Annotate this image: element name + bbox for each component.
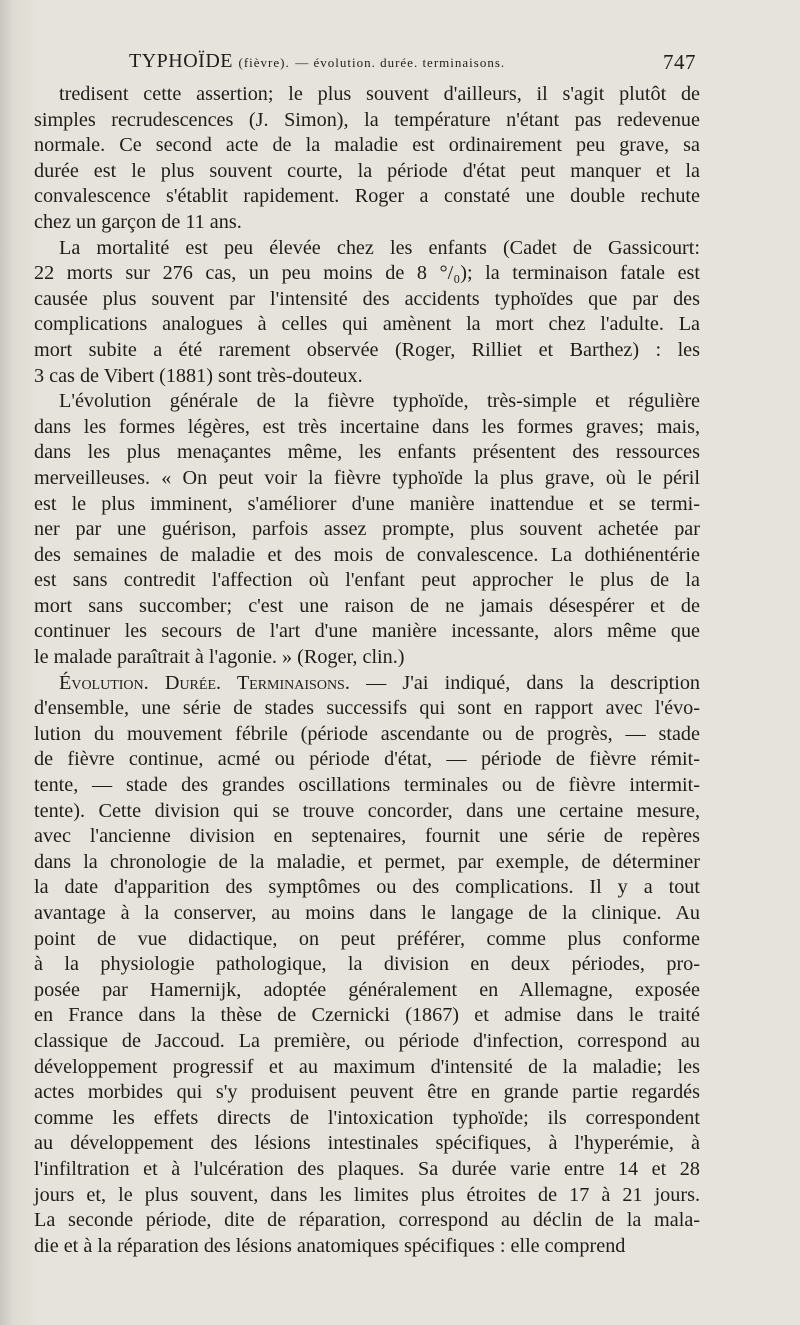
line-text: La seconde période, dite de réparation, correspond au déclin de la mala- bbox=[34, 1209, 700, 1232]
text-line bbox=[34, 1003, 700, 1029]
line-text: le malade paraîtrait à l'agonie. » (Roger, clin.) bbox=[34, 646, 405, 669]
line-text: tente, — stade des grandes oscillations terminales ou de fièvre intermit- bbox=[34, 774, 700, 797]
line-text: dans la chronologie de la maladie, et permet, par exemple, de déterminer bbox=[34, 850, 700, 873]
text-line bbox=[34, 722, 700, 748]
text-line bbox=[34, 440, 700, 466]
line-text: durée est le plus souvent courte, la période d'état peut manquer et la bbox=[34, 159, 700, 182]
text-line bbox=[34, 1080, 700, 1106]
line-text: L'évolution générale de la fièvre typhoïde, très-simple et régulière bbox=[59, 390, 700, 413]
text-line bbox=[34, 184, 700, 210]
text-line bbox=[34, 619, 700, 645]
line-text: à la physiologie pathologique, la division en deux périodes, pro- bbox=[34, 953, 700, 976]
text-line bbox=[34, 364, 700, 390]
line-text: 22 morts sur 276 cas, un peu moins de 8 °/₀); la terminaison fatale est bbox=[34, 262, 700, 285]
line-text: — J'ai indiqué, dans la description bbox=[366, 671, 701, 694]
page-number: 747 bbox=[663, 50, 696, 74]
line-text: jours et, le plus souvent, dans les limites plus étroites de 17 à 21 jours. bbox=[34, 1183, 700, 1206]
line-text: comme les effets directs de l'intoxication typhoïde; ils correspondent bbox=[34, 1106, 700, 1129]
line-text: 3 cas de Vibert (1881) sont très-douteux. bbox=[34, 364, 363, 387]
line-text: en France dans la thèse de Czernicki (1867) et admise dans le traité bbox=[34, 1004, 700, 1027]
text-line bbox=[34, 1029, 700, 1055]
line-text: au développement des lésions intestinales spécifiques, à l'hyperémie, à bbox=[34, 1132, 700, 1155]
text-line bbox=[34, 799, 700, 825]
line-text: normale. Ce second acte de la maladie est ordinairement peu grave, sa bbox=[34, 134, 700, 157]
text-line bbox=[34, 824, 700, 850]
text-line bbox=[34, 568, 700, 594]
text-line bbox=[34, 236, 700, 262]
text-line bbox=[34, 108, 700, 134]
line-text: est sans contredit l'affection où l'enfant peut approcher le plus de la bbox=[34, 569, 700, 592]
text-line bbox=[34, 389, 700, 415]
text-line bbox=[34, 543, 700, 569]
text-line bbox=[34, 978, 700, 1004]
line-text: dans les formes légères, est très incertaine dans les formes graves; mais, bbox=[34, 415, 700, 438]
line-text: dans les plus menaçantes même, les enfants présentent des ressources bbox=[34, 441, 700, 464]
text-line bbox=[34, 287, 700, 313]
text-line bbox=[34, 645, 700, 671]
text-line bbox=[34, 594, 700, 620]
text-line bbox=[34, 133, 700, 159]
paragraph-3 bbox=[34, 389, 700, 671]
running-title-paren: (fièvre). bbox=[238, 55, 290, 70]
line-text: l'infiltration et à l'ulcération des plaques. Sa durée varie entre 14 et 28 bbox=[34, 1157, 700, 1180]
line-text: chez un garçon de 11 ans. bbox=[34, 210, 242, 233]
text-line bbox=[34, 952, 700, 978]
text-line bbox=[34, 1131, 700, 1157]
text-line bbox=[34, 901, 700, 927]
text-line bbox=[34, 517, 700, 543]
running-title-main: TYPHOÏDE bbox=[129, 50, 233, 72]
line-text: simples recrudescences (J. Simon), la température n'étant pas redevenue bbox=[34, 108, 700, 131]
line-text: ner par une guérison, parfois assez prompte, plus souvent achetée par bbox=[34, 518, 700, 541]
line-text: causée plus souvent par l'intensité des accidents typhoïdes que par des bbox=[34, 287, 700, 310]
line-text: point de vue didactique, on peut préférer, comme plus conforme bbox=[34, 927, 700, 950]
text-line bbox=[34, 747, 700, 773]
line-text: avantage à la conserver, au moins dans le langage de la clinique. Au bbox=[34, 902, 700, 924]
text-line bbox=[34, 875, 700, 901]
body-text bbox=[34, 82, 700, 1259]
line-text: d'ensemble, une série de stades successifs qui sont en rapport avec l'évo- bbox=[34, 697, 700, 720]
line-text: mort sans succomber; c'est une raison de ne jamais désespérer et de bbox=[34, 594, 700, 617]
line-text: actes morbides qui s'y produisent peuvent être en grande partie regardés bbox=[34, 1081, 700, 1104]
line-text: avec l'ancienne division en septenaires, fournit une série de repères bbox=[34, 825, 700, 848]
text-line bbox=[34, 159, 700, 185]
line-text: posée par Hamernijk, adoptée généralement en Allemagne, exposée bbox=[34, 978, 700, 1001]
text-line bbox=[34, 1157, 700, 1183]
line-text: des semaines de maladie et des mois de convalescence. La dothiénentérie bbox=[34, 543, 700, 566]
text-line bbox=[34, 1183, 700, 1209]
paragraph-2 bbox=[34, 236, 700, 390]
running-title bbox=[129, 50, 505, 73]
line-text: merveilleuses. « On peut voir la fièvre typhoïde la plus grave, où le péril bbox=[34, 466, 700, 489]
running-title-rest: — évolution. durée. terminaisons. bbox=[295, 55, 506, 70]
line-text: continuer les secours de l'art d'une manière incessante, alors même que bbox=[34, 620, 700, 643]
text-line bbox=[34, 927, 700, 953]
paragraph-1 bbox=[34, 82, 700, 236]
line-text: lution du mouvement fébrile (période ascendante ou de progrès, — stade bbox=[34, 722, 700, 745]
text-line bbox=[34, 1106, 700, 1132]
line-text: de fièvre continue, acmé ou période d'état, — période de fièvre rémit- bbox=[34, 748, 700, 771]
section-heading: Évolution. Durée. Terminaisons. bbox=[59, 671, 350, 694]
text-line bbox=[34, 415, 700, 441]
line-text: La mortalité est peu élevée chez les enfants (Cadet de Gassicourt: bbox=[59, 236, 700, 259]
text-line bbox=[34, 261, 700, 287]
paragraph-4 bbox=[34, 671, 700, 1260]
line-text: mort subite a été rarement observée (Roger, Rilliet et Barthez) : les bbox=[34, 338, 700, 361]
text-line bbox=[34, 312, 700, 338]
text-line bbox=[34, 696, 700, 722]
line-text: convalescence s'établit rapidement. Roger a constaté une double rechute bbox=[34, 185, 700, 208]
line-text: die et à la réparation des lésions anatomiques spécifiques : elle comprend bbox=[34, 1234, 626, 1257]
line-text: est le plus imminent, s'améliorer d'une manière inattendue et se termi- bbox=[34, 492, 700, 515]
text-line bbox=[34, 492, 700, 518]
line-text: la date d'apparition des symptômes ou des complications. Il y a tout bbox=[34, 876, 700, 899]
text-line bbox=[34, 850, 700, 876]
text-line bbox=[34, 671, 700, 697]
text-line bbox=[34, 1055, 700, 1081]
line-text: tente). Cette division qui se trouve concorder, dans une certaine mesure, bbox=[34, 799, 700, 822]
text-line bbox=[34, 210, 700, 236]
line-text: complications analogues à celles qui amènent la mort chez l'adulte. La bbox=[34, 313, 700, 336]
text-line bbox=[34, 82, 700, 108]
text-line bbox=[34, 466, 700, 492]
text-line bbox=[34, 773, 700, 799]
text-line bbox=[34, 1234, 700, 1260]
line-text: développement progressif et au maximum d'intensité de la maladie; les bbox=[34, 1055, 700, 1078]
text-line bbox=[34, 1208, 700, 1234]
running-header bbox=[34, 50, 700, 80]
line-text: tredisent cette assertion; le plus souvent d'ailleurs, il s'agit plutôt de bbox=[59, 83, 700, 105]
text-line bbox=[34, 338, 700, 364]
line-text: classique de Jaccoud. La première, ou période d'infection, correspond au bbox=[34, 1029, 700, 1052]
